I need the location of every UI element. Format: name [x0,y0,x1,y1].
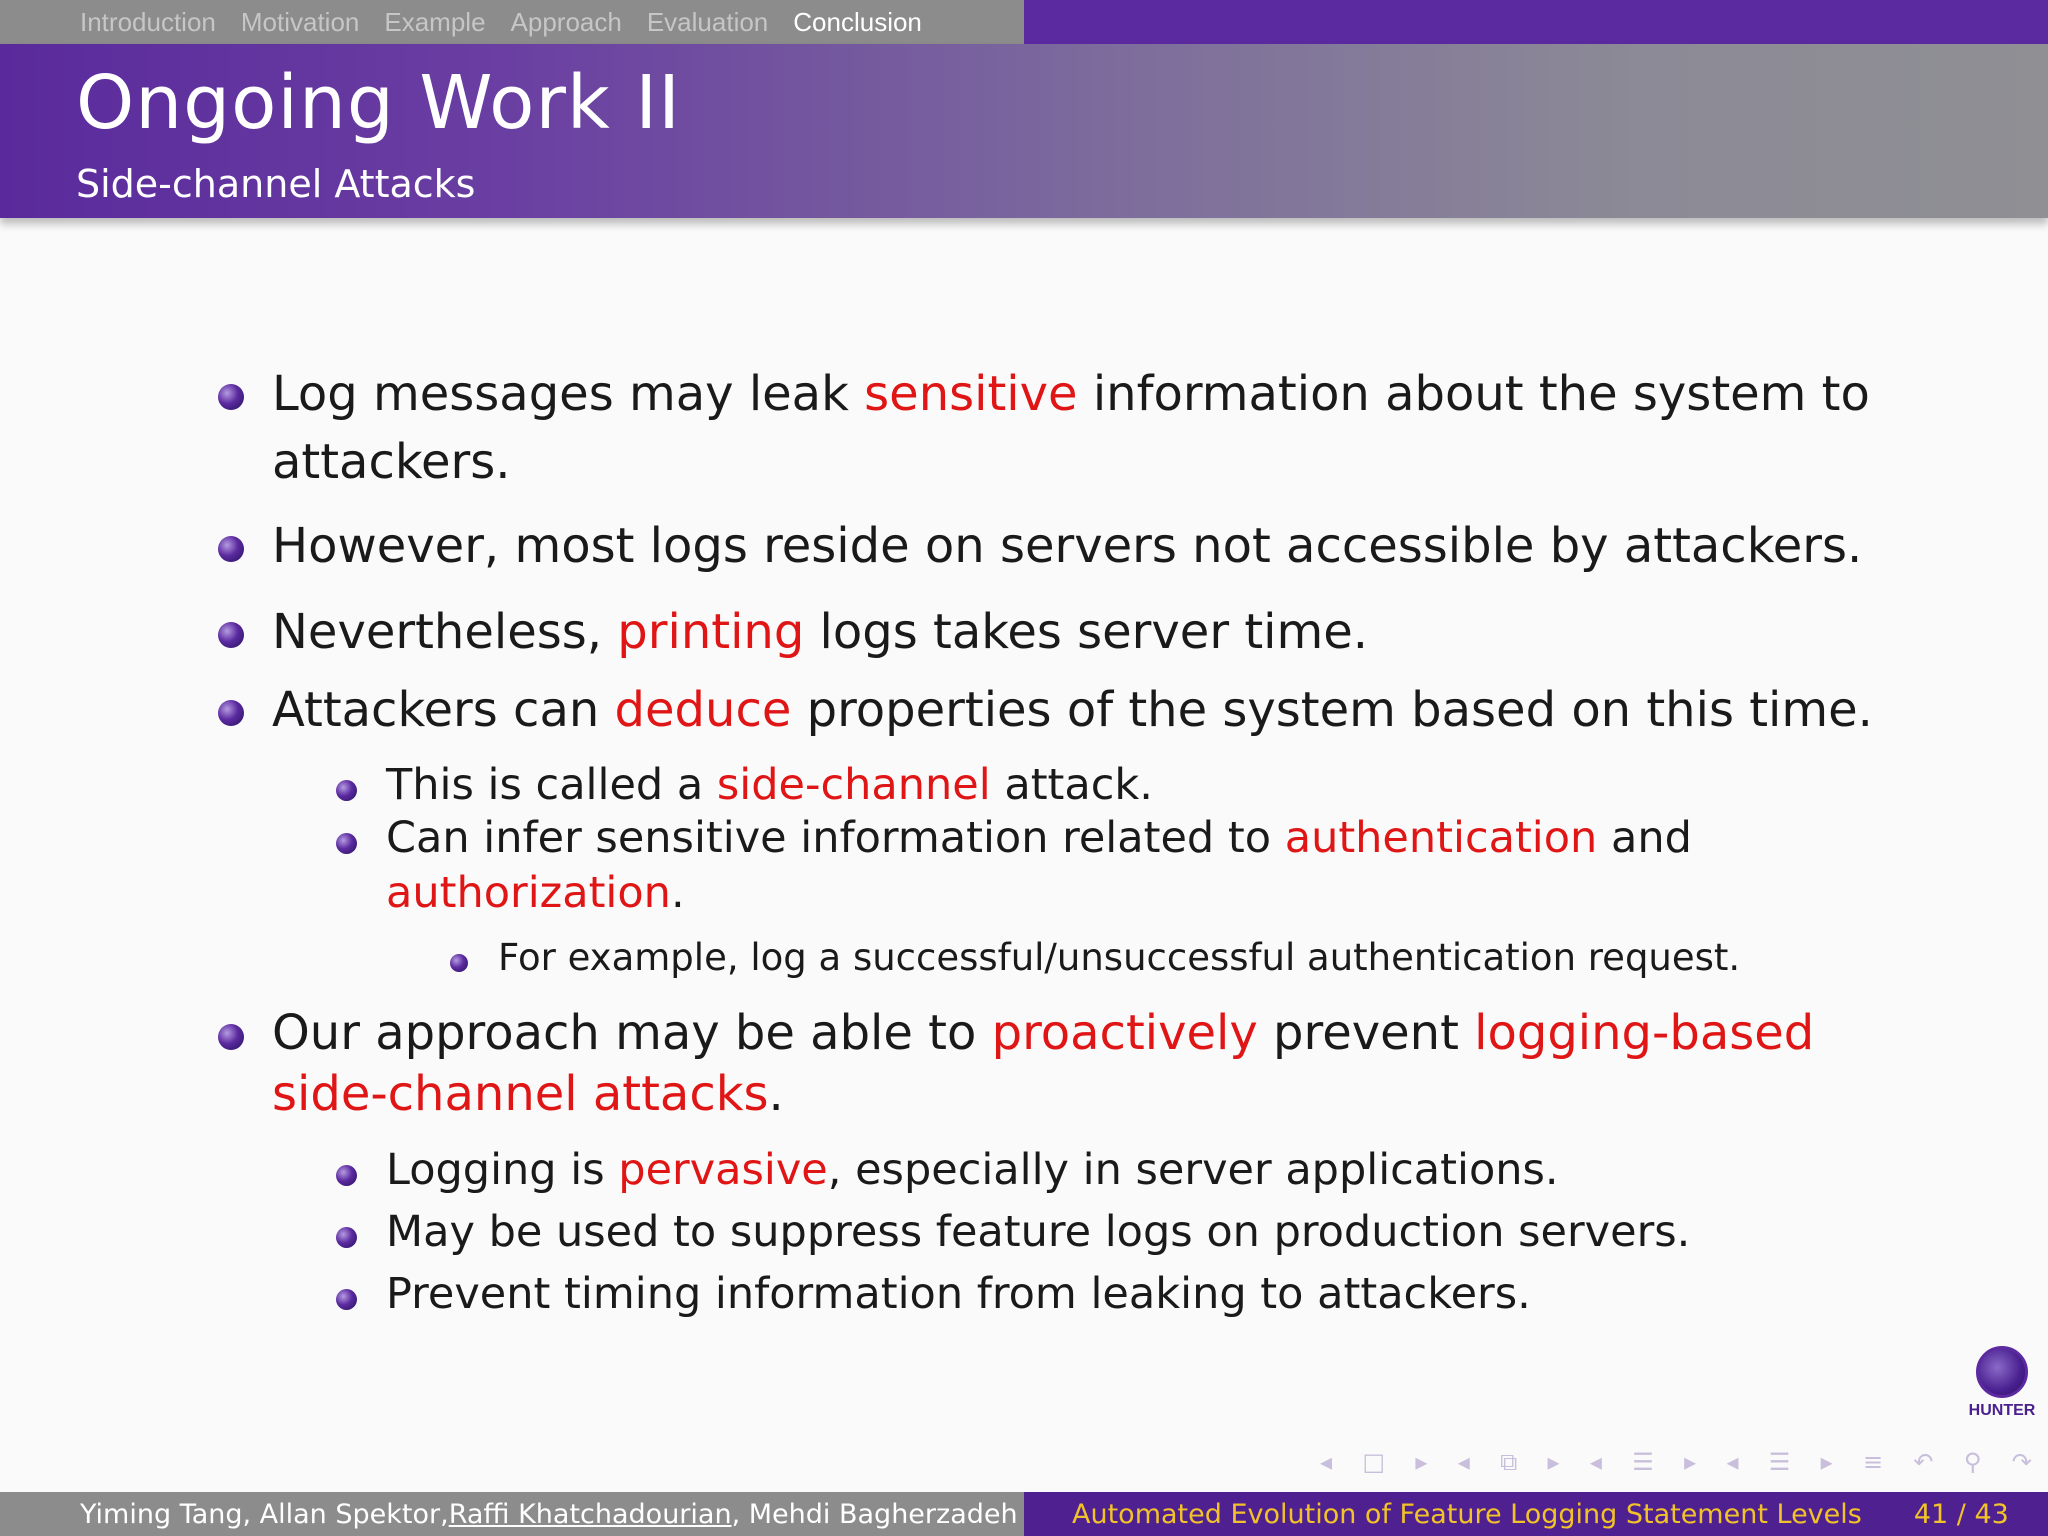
nav-doc-prev-icon[interactable]: ◂ [1726,1448,1739,1476]
bullet-4-sub-2-continuation: authorization. [386,868,685,918]
nav-back-icon[interactable]: ↶ [1913,1448,1934,1476]
nav-approach[interactable]: Approach [510,6,622,37]
bullet-5-sub-2-text: May be used to suppress feature logs on production servers. [386,1207,1691,1257]
hunter-seal-icon [1976,1346,2028,1398]
nav-introduction[interactable]: Introduction [80,6,216,37]
nav-subsection-icon[interactable]: ⧉ [1500,1448,1518,1476]
bullet-1-continuation: attackers. [272,434,511,490]
highlight-sensitive: sensitive [864,366,1078,422]
nav-example[interactable]: Example [384,6,486,37]
presenter-name: Raffi Khatchadourian [448,1498,732,1530]
slide-title: Ongoing Work II [76,60,681,146]
highlight-pervasive: pervasive [618,1145,828,1195]
nav-frame-icon[interactable]: □ [1362,1448,1386,1476]
nav-frame-next-icon[interactable]: ▸ [1415,1448,1428,1476]
bullet-4-sub-2-text: Can infer sensitive information related to authentication and [386,813,1692,863]
nav-frame-prev-icon[interactable]: ◂ [1320,1448,1333,1476]
bullet-4-text: Attackers can deduce properties of the system based on this time. [272,682,1873,738]
sub-bullet-icon [336,833,357,854]
hunter-college-logo [1966,1346,2038,1426]
bullet-4-sub-1-text: This is called a side-channel attack. [386,760,1153,810]
nav-section-prev-icon[interactable]: ◂ [1589,1448,1602,1476]
nav-subsection-prev-icon[interactable]: ◂ [1457,1448,1470,1476]
talk-title: Automated Evolution of Feature Logging Statement Levels [1072,1498,1862,1530]
highlight-side-channel-attacks: side-channel attacks [272,1066,769,1122]
nav-motivation[interactable]: Motivation [240,6,360,37]
page-number: 41 / 43 [1913,1498,2009,1530]
sub-bullet-icon [336,1165,357,1186]
nav-subsection-next-icon[interactable]: ▸ [1547,1448,1560,1476]
bullet-5-text: Our approach may be able to proactively prevent logging-based [272,1005,1815,1061]
nav-doc-next-icon[interactable]: ▸ [1820,1448,1833,1476]
sub-sub-bullet-icon [450,954,468,972]
highlight-deduce: deduce [614,682,792,738]
highlight-authorization: authorization [386,868,671,918]
nav-doc-icon[interactable]: ☰ [1768,1448,1791,1476]
beamer-navigation-symbols [1320,1444,2032,1480]
logo-text: HUNTER [1968,1402,2036,1419]
nav-conclusion[interactable]: Conclusion [793,6,922,37]
bullet-5-continuation: side-channel attacks. [272,1066,784,1122]
highlight-printing: printing [617,604,805,660]
nav-section-icon[interactable]: ☰ [1632,1448,1654,1476]
nav-evaluation[interactable]: Evaluation [646,6,769,37]
bullet-icon [218,700,244,726]
bullet-icon [218,622,244,648]
slide-subtitle: Side-channel Attacks [76,162,476,206]
highlight-proactively: proactively [991,1005,1258,1061]
footer-talk-info [1024,1492,2048,1536]
bullet-icon [218,1024,244,1050]
highlight-logging-based: logging-based [1474,1005,1815,1061]
bullet-5-sub-3-text: Prevent timing information from leaking to attackers. [386,1269,1531,1319]
bullet-4-sub-2-sub-1-text: For example, log a successful/unsuccessful authentication request. [498,936,1741,979]
sub-bullet-icon [336,1227,357,1248]
sub-bullet-icon [336,1289,357,1310]
bullet-2-text: However, most logs reside on servers not accessible by attackers. [272,518,1863,574]
nav-toc-icon[interactable]: ≡ [1862,1448,1884,1476]
highlight-authentication: authentication [1284,813,1598,863]
nav-zoom-icon[interactable]: ⚲ [1963,1448,1982,1476]
footer [0,1492,2048,1536]
nav-forward-icon[interactable]: ↷ [2011,1448,2032,1476]
footer-authors: Yiming Tang, Allan Spektor, Raffi Khatchadourian , Mehdi Bagherzadeh [0,1492,1024,1536]
bullet-icon [218,536,244,562]
bullet-1-text: Log messages may leak sensitive information about the system to [272,366,1870,422]
nav-section-next-icon[interactable]: ▸ [1684,1448,1697,1476]
bullet-icon [218,384,244,410]
bullet-3-text: Nevertheless, printing logs takes server time. [272,604,1369,660]
highlight-side-channel: side-channel [716,760,991,810]
bullet-5-sub-1-text: Logging is pervasive, especially in server applications. [386,1145,1559,1195]
sub-bullet-icon [336,780,357,801]
